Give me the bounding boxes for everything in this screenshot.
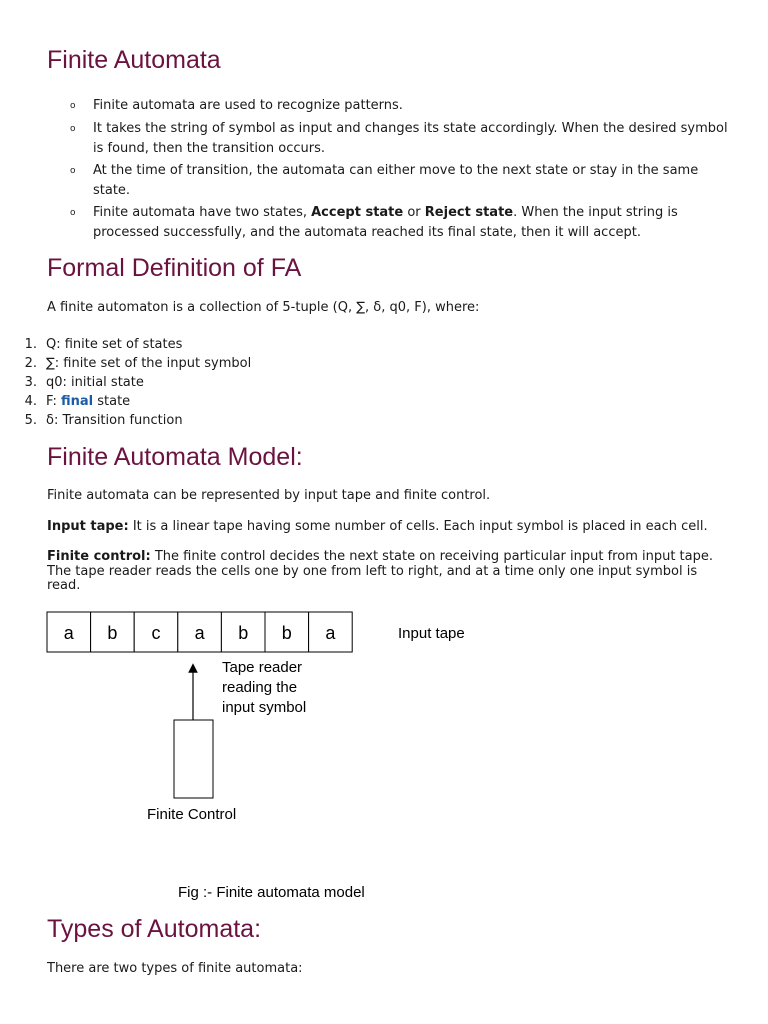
tape-reader-label-line3: input symbol xyxy=(222,699,307,716)
input-tape-description xyxy=(47,517,708,537)
heading-types-of-automata: Types of Automata: xyxy=(47,915,262,943)
list-item xyxy=(46,392,130,411)
finite-control-box xyxy=(174,720,213,798)
tape-symbol: b xyxy=(107,623,118,643)
input-tape xyxy=(47,612,352,652)
list-number: 1. xyxy=(24,337,37,352)
bullet-item-states xyxy=(93,203,733,243)
bullet-marker: o xyxy=(70,166,76,176)
tape-symbol: b xyxy=(238,623,249,643)
finite-automata-model-diagram xyxy=(0,600,768,900)
list-number: 5. xyxy=(24,413,37,428)
finite-control-description xyxy=(47,550,727,594)
accept-state-term: Accept state xyxy=(311,205,404,220)
tape-symbol: a xyxy=(63,623,74,643)
text: state xyxy=(93,394,131,409)
list-number: 3. xyxy=(24,375,37,390)
tape-symbol: a xyxy=(325,623,336,643)
input-tape-label: Input tape xyxy=(398,625,465,642)
bullet-item: It takes the string of symbol as input and changes its state accordingly. When the desired symbol is found, then the transition occurs. xyxy=(93,121,728,156)
heading-finite-automata-model: Finite Automata Model: xyxy=(47,443,303,471)
tape-symbol: c xyxy=(151,623,161,643)
finite-control-term: Finite control: xyxy=(47,549,151,564)
figure-caption: Fig :- Finite automata model xyxy=(178,884,365,900)
bullet-marker: o xyxy=(70,208,76,218)
list-item: δ: Transition function xyxy=(46,413,183,428)
heading-formal-definition: Formal Definition of FA xyxy=(47,254,302,282)
types-intro: There are two types of finite automata: xyxy=(47,961,303,976)
tape-symbol: b xyxy=(281,623,292,643)
list-item: Q: finite set of states xyxy=(46,337,183,352)
tape-reader-label-line1: Tape reader xyxy=(222,659,303,676)
bullet-marker: o xyxy=(70,124,76,134)
input-tape-term: Input tape: xyxy=(47,519,129,534)
heading-finite-automata: Finite Automata xyxy=(47,46,221,74)
text: or xyxy=(403,205,425,220)
text: . When the input string is processed successfully, and the automata reached its final state, then it will accept. xyxy=(93,205,678,240)
list-number: 4. xyxy=(24,394,37,409)
reject-state-term: Reject state xyxy=(424,205,514,220)
finite-control-label: Finite Control xyxy=(147,806,237,823)
list-item: q0: initial state xyxy=(46,375,144,390)
bullet-marker: o xyxy=(70,101,76,111)
tape-reader-label-line2: reading the xyxy=(222,679,298,696)
text: F: xyxy=(46,394,61,409)
text: The finite control decides the next state on receiving particular input from input tape. The tape reader reads the cells one by one from left to right, and at a time only one input symbol is read. xyxy=(47,549,714,593)
bullet-item: At the time of transition, the automata can either move to the next state or stay in the same state. xyxy=(93,163,699,198)
bullet-item: Finite automata are used to recognize patterns. xyxy=(93,98,403,113)
list-item: ∑: finite set of the input symbol xyxy=(46,356,252,371)
formal-definition-intro: A finite automaton is a collection of 5-tuple (Q, ∑, δ, q0, F), where: xyxy=(47,300,480,315)
tape-symbol: a xyxy=(194,623,205,643)
text: It is a linear tape having some number of cells. Each input symbol is placed in each cell. xyxy=(128,519,708,534)
model-intro: Finite automata can be represented by input tape and finite control. xyxy=(47,488,491,503)
list-number: 2. xyxy=(24,356,37,371)
text: Finite automata have two states, xyxy=(93,205,312,220)
final-link[interactable]: final xyxy=(60,394,94,409)
